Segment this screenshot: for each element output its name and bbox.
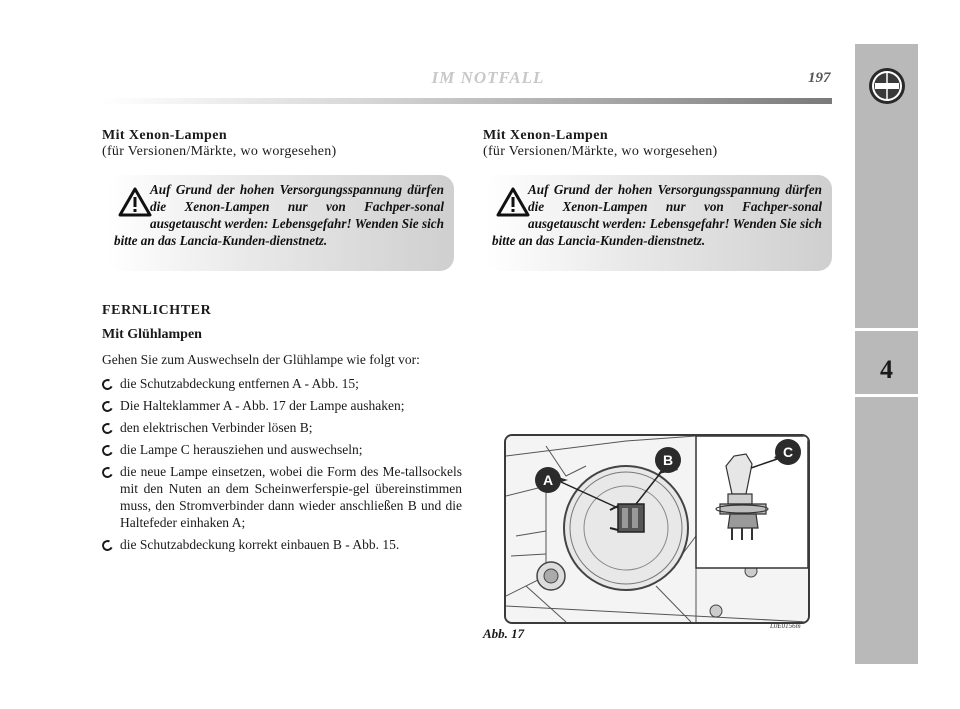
bullet-icon bbox=[100, 538, 114, 552]
left-warning-text: Auf Grund der hohen Versorgungsspannung dürfen die Xenon-Lampen nur von Fachper-sonal ausgetauscht werden: Lebensgefahr! Wenden Sie sich bitte an das Lancia-Kunden-dienstnetz. bbox=[114, 182, 444, 248]
right-warning-box bbox=[486, 175, 832, 271]
right-section-title: Mit Xenon-Lampen bbox=[483, 128, 609, 143]
lancia-logo-icon bbox=[867, 66, 907, 106]
list-item: den elektrischen Verbinder lösen B; bbox=[102, 419, 462, 436]
headlamp-figure bbox=[504, 434, 810, 624]
right-section-subtitle: (für Versionen/Märkte, wo worgesehen) bbox=[483, 144, 718, 159]
bullet-icon bbox=[100, 443, 114, 457]
left-warning-box bbox=[108, 175, 454, 271]
list-item: die neue Lampe einsetzen, wobei die Form des Me-tallsockels mit den Nuten an dem Scheinwerferspie-gel übereinstimmen muss, den Stromverbinder dann wieder anschließen B und die Haltefeder einhaken A; bbox=[102, 463, 462, 531]
header-title: IM NOTFALL bbox=[431, 68, 545, 87]
callout-c-label: C bbox=[782, 444, 794, 460]
bullet-icon bbox=[100, 465, 114, 479]
left-section-title: Mit Xenon-Lampen bbox=[102, 128, 228, 143]
instructions-intro: Gehen Sie zum Auswechseln der Glühlampe wie folgt vor: bbox=[102, 352, 420, 367]
bullet-icon bbox=[100, 421, 114, 435]
side-tab bbox=[855, 44, 918, 664]
bullet-icon bbox=[100, 377, 114, 391]
right-warning-text: Auf Grund der hohen Versorgungsspannung dürfen die Xenon-Lampen nur von Fachper-sonal ausgetauscht werden: Lebensgefahr! Wenden Sie sich bitte an das Lancia-Kunden-dienstnetz. bbox=[492, 182, 822, 248]
bulb-subheading: Mit Glühlampen bbox=[102, 327, 202, 342]
side-tab-divider-top bbox=[855, 328, 918, 331]
high-beam-heading: FERNLICHTER bbox=[102, 303, 212, 318]
chapter-number: 4 bbox=[880, 355, 893, 384]
figure-caption: Abb. 17 bbox=[483, 626, 525, 641]
list-item: Die Halteklammer A - Abb. 17 der Lampe aushaken; bbox=[102, 397, 462, 414]
callout-a-label: A bbox=[542, 472, 554, 488]
left-section-subtitle: (für Versionen/Märkte, wo worgesehen) bbox=[102, 144, 337, 159]
figure-code: L0E0156m bbox=[770, 622, 801, 630]
page-number: 197 bbox=[808, 70, 831, 86]
list-item: die Schutzabdeckung entfernen A - Abb. 15; bbox=[102, 375, 462, 392]
callout-b-label: B bbox=[662, 452, 674, 468]
headlamp-illustration bbox=[506, 436, 808, 622]
bullet-icon bbox=[100, 399, 114, 413]
instruction-steps bbox=[102, 375, 462, 558]
header-rule bbox=[102, 98, 832, 104]
side-tab-divider-bottom bbox=[855, 394, 918, 397]
list-item: die Lampe C herausziehen und auswechseln; bbox=[102, 441, 462, 458]
list-item: die Schutzabdeckung korrekt einbauen B - Abb. 15. bbox=[102, 536, 462, 553]
